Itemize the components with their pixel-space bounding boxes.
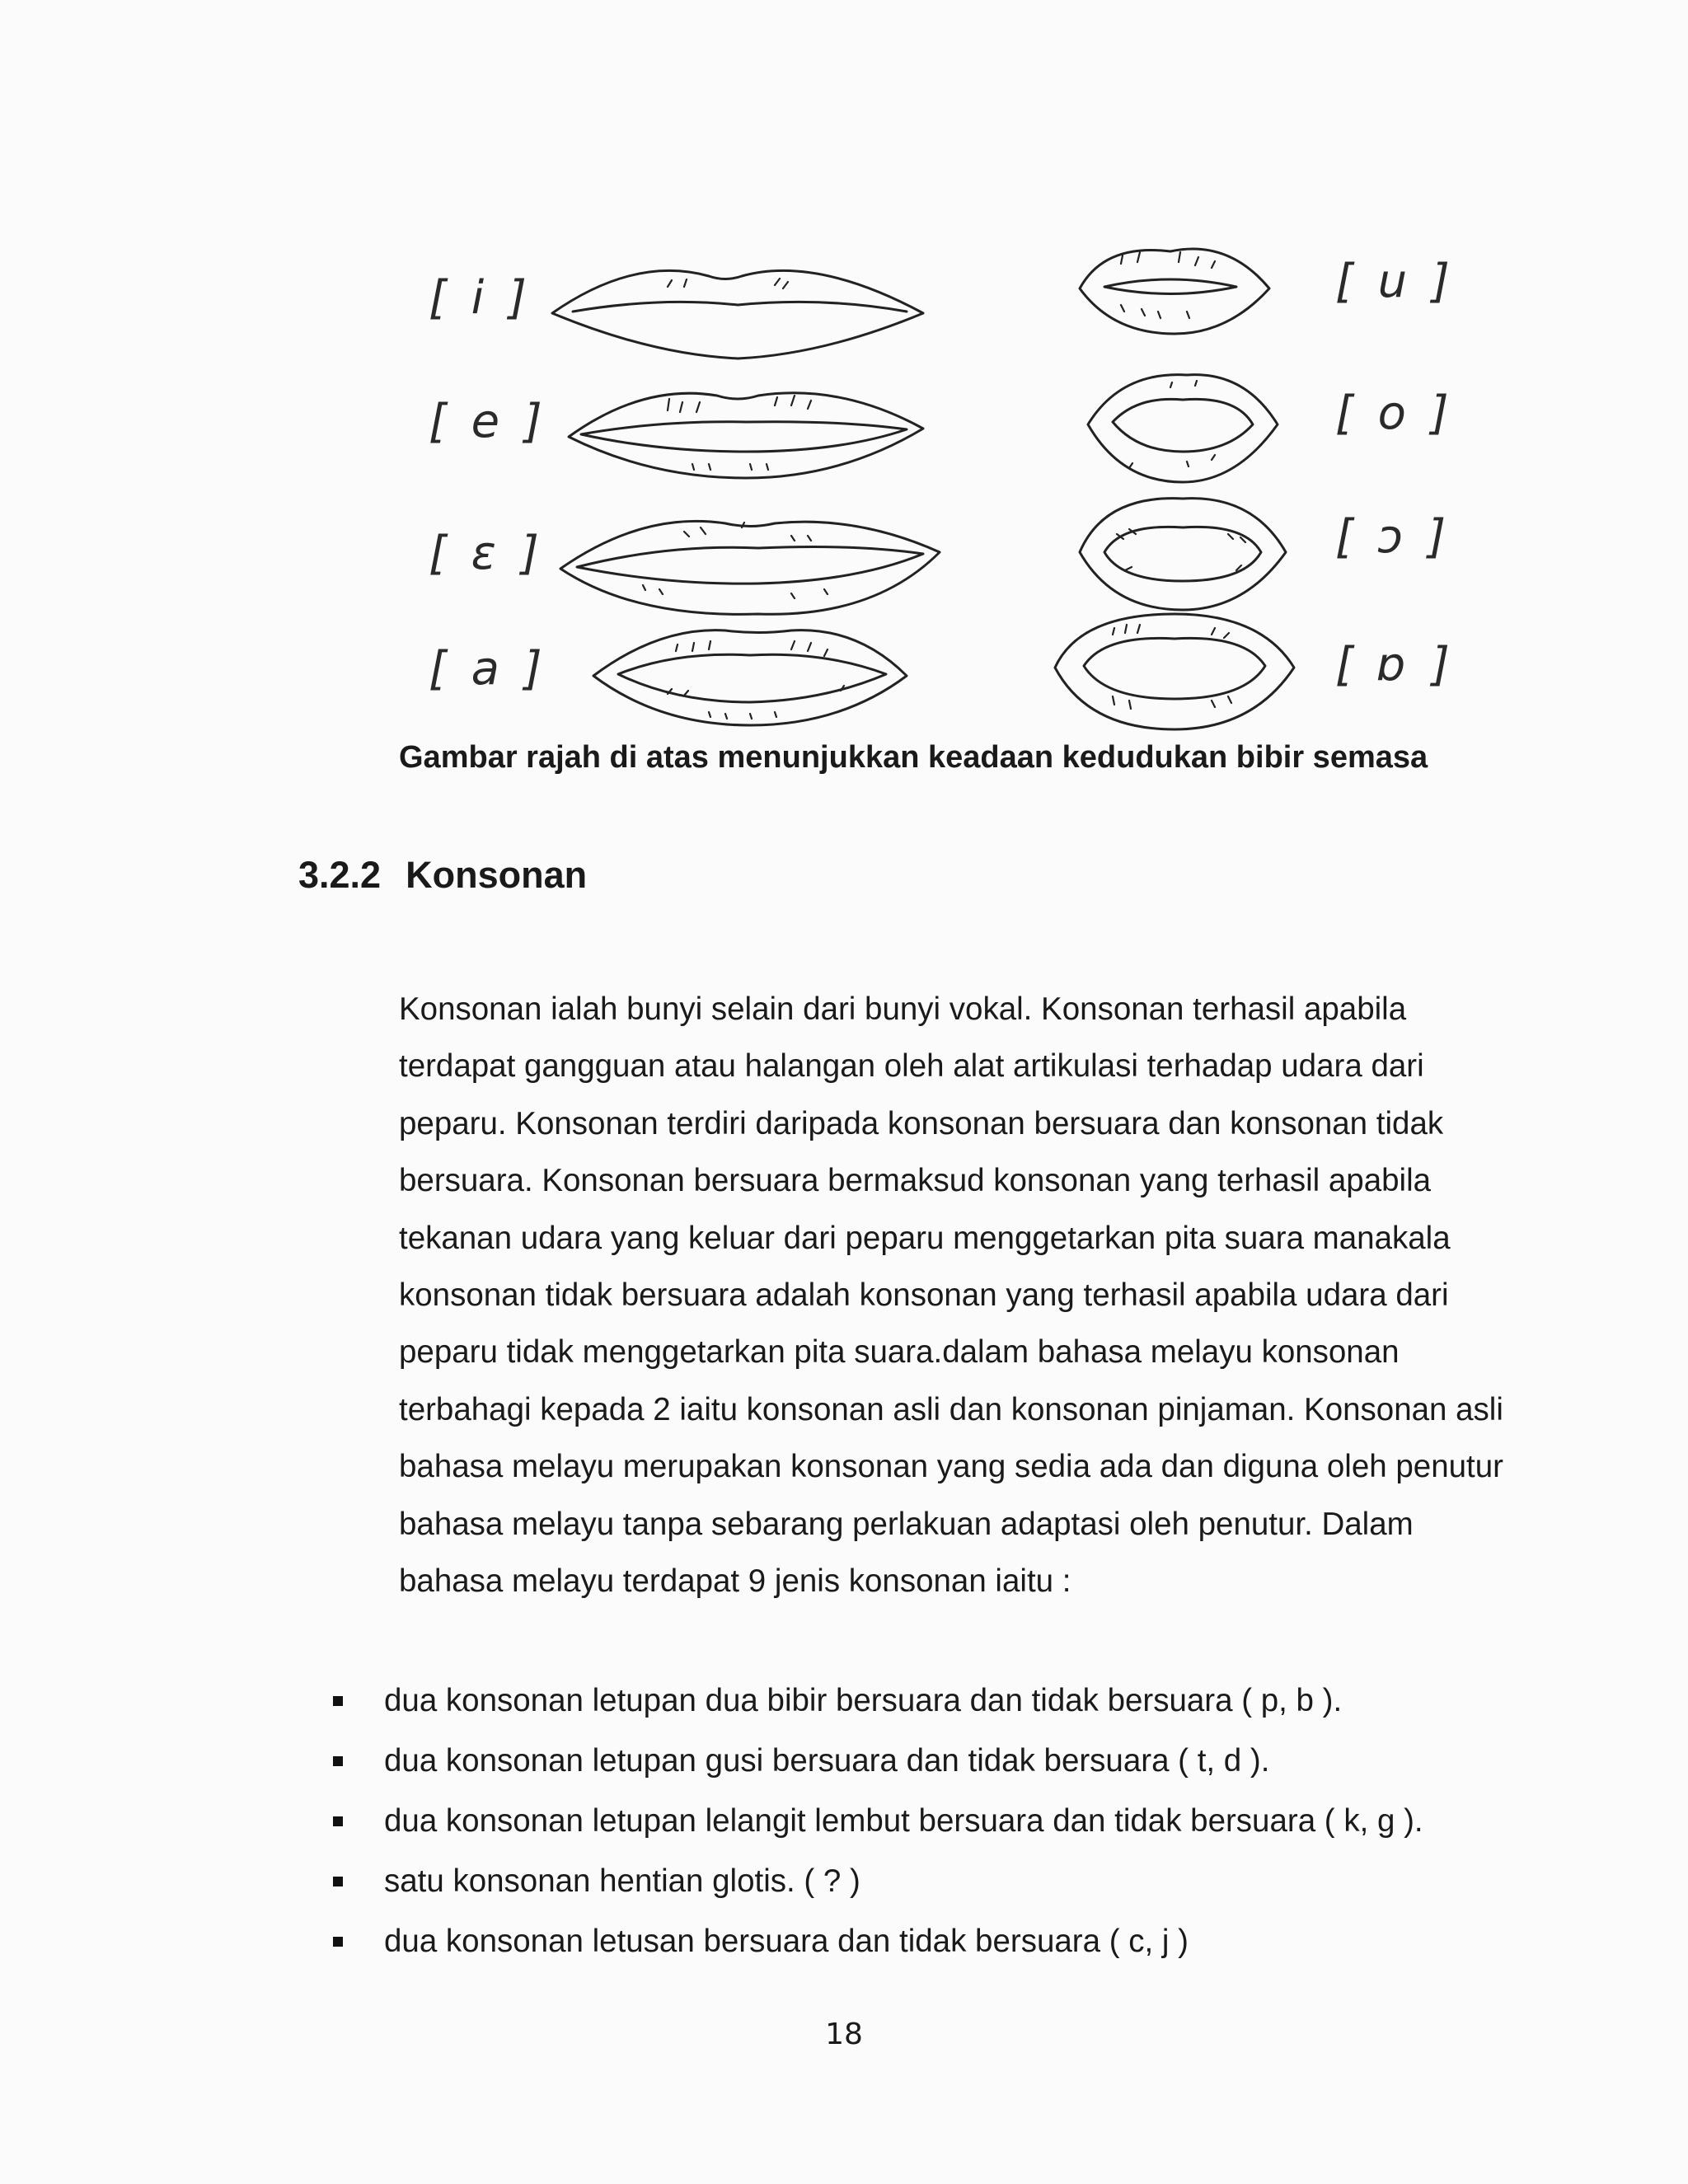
bullet-square-icon	[333, 1937, 343, 1947]
consonant-list	[333, 1671, 1569, 1971]
list-item	[333, 1671, 1569, 1731]
lips-e	[569, 393, 923, 478]
lips-o	[1088, 375, 1278, 482]
page-number: 18	[825, 2018, 863, 2051]
lips-open-e	[560, 521, 940, 614]
label-open-e: [ ɛ ]	[429, 527, 544, 580]
label-e: [ e ]	[429, 395, 547, 448]
section-heading	[298, 854, 587, 897]
section-title: Konsonan	[406, 854, 588, 896]
list-item	[333, 1851, 1569, 1911]
lip-diagram	[396, 190, 1484, 733]
label-open-o: [ ɔ ]	[1335, 510, 1451, 564]
label-o: [ o ]	[1335, 387, 1454, 440]
lips-turned-a	[1055, 614, 1294, 729]
section-number: 3.2.2	[298, 854, 382, 896]
list-item-text: dua konsonan letupan lelangit lembut bersuara dan tidak bersuara ( k, g ).	[384, 1802, 1423, 1839]
label-a: [ a ]	[429, 642, 547, 696]
bullet-square-icon	[333, 1756, 343, 1766]
label-u: [ u ]	[1335, 255, 1455, 308]
lip-positions-figure	[396, 190, 1484, 733]
list-item-text: dua konsonan letupan gusi bersuara dan tidak bersuara ( t, d ).	[384, 1742, 1270, 1779]
bullet-square-icon	[333, 1696, 343, 1706]
list-item	[333, 1791, 1569, 1851]
bullet-square-icon	[333, 1877, 343, 1886]
list-item-text: dua konsonan letusan bersuara dan tidak bersuara ( c, j )	[384, 1923, 1189, 1959]
list-item	[333, 1731, 1569, 1791]
lips-u	[1080, 249, 1269, 334]
label-turned-a: [ ɒ ]	[1335, 638, 1455, 691]
lips-open-o	[1080, 499, 1286, 610]
lips-i	[552, 270, 923, 359]
list-item-text: satu konsonan hentian glotis. ( ? )	[384, 1863, 860, 1899]
lips-a	[593, 630, 907, 725]
body-paragraph: Konsonan ialah bunyi selain dari bunyi vokal. Konsonan terhasil apabila terdapat gangguan atau halangan oleh alat artikulasi terhadap udara dari peparu. Konsonan terdiri daripada konsonan bersuara dan konsonan tidak bersuara. Konsonan bersuara bermaksud konsonan yang terhasil apabila tekanan udara yang keluar dari peparu menggetarkan pita suara manakala konsonan tidak bersuara adalah konsonan yang terhasil apabila udara dari peparu tidak menggetarkan pita suara.dalam bahasa melayu konsonan terbahagi kepada 2 iaitu konsonan asli dan konsonan pinjaman. Konsonan asli bahasa melayu merupakan konsonan yang sedia ada dan diguna oleh penutur bahasa melayu tanpa sebarang perlakuan adaptasi oleh penutur. Dalam bahasa melayu terdapat 9 jenis konsonan iaitu :	[399, 991, 1503, 1600]
label-i: [ i ]	[429, 271, 532, 325]
list-item-text: dua konsonan letupan dua bibir bersuara dan tidak bersuara ( p, b ).	[384, 1682, 1343, 1718]
list-item	[333, 1911, 1569, 1971]
figure-caption: Gambar rajah di atas menunjukkan keadaan kedudukan bibir semasa	[399, 740, 1428, 775]
bullet-square-icon	[333, 1816, 343, 1826]
